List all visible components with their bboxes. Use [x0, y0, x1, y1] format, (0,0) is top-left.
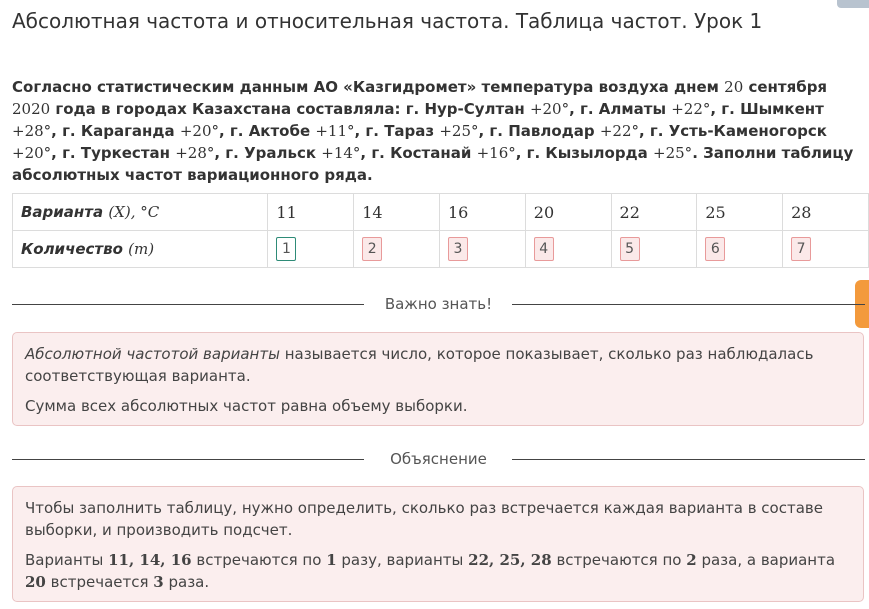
frequency-table: [12, 193, 869, 268]
problem-statement: Согласно статистическим данным АО «Казгидромет» температура воздуха днем 20 сентября 2020 года в городах Казахстана составляла: г. Нур-Султан +20°, г. Алматы +22°, г. Шымкент +28°, г. Караганда +20°, г. Актобе +11°, г. Тараз +25°, г. Павлодар +22°, г. Усть-Каменогорск +20°, г. Туркестан +28°, г. Уральск +14°, г. Костанай +16°, г. Кызылорда +25°. Заполни таблицу абсолютных частот вариационного ряда.: [12, 78, 854, 184]
count-cell: [611, 231, 697, 268]
variant-cell: 16: [439, 194, 525, 231]
variant-header: Варианта (X), °C: [13, 194, 268, 231]
answer-input-5[interactable]: 5: [620, 237, 640, 261]
sum-rule-text: Сумма всех абсолютных частот равна объему выборки.: [25, 397, 468, 415]
explanation-note: [12, 486, 864, 602]
answer-input-4[interactable]: 4: [534, 237, 554, 261]
count-cell: [354, 231, 440, 268]
answer-input-6[interactable]: 6: [705, 237, 725, 261]
count-header: Количество (m): [13, 231, 268, 268]
count-row: [13, 231, 869, 268]
important-divider: [12, 294, 865, 314]
count-cell: [439, 231, 525, 268]
explanation-line-2: Варианты 11, 14, 16 встречаются по 1 разу, варианты 22, 25, 28 встречаются по 2 раза, а варианта 20 встречается 3 раза.: [25, 551, 836, 591]
count-cell: [783, 231, 869, 268]
variant-cell: 25: [697, 194, 783, 231]
variant-cell: 22: [611, 194, 697, 231]
variant-row: [13, 194, 869, 231]
count-cell: [525, 231, 611, 268]
variant-cell: 20: [525, 194, 611, 231]
variant-cell: 14: [354, 194, 440, 231]
definition-term: Абсолютной частотой варианты: [25, 345, 280, 363]
explanation-line-1: Чтобы заполнить таблицу, нужно определить, сколько раз встречается каждая варианта в составе выборки, и производить подсчет.: [25, 499, 823, 539]
answer-input-7[interactable]: 7: [791, 237, 811, 261]
answer-input-1[interactable]: 1: [276, 237, 296, 261]
variant-cell: 11: [268, 194, 354, 231]
answer-input-3[interactable]: 3: [448, 237, 468, 261]
top-right-tab[interactable]: [837, 0, 869, 8]
count-cell: [697, 231, 783, 268]
explanation-heading: Объяснение: [390, 450, 487, 468]
important-heading: Важно знать!: [384, 295, 493, 313]
count-cell: [268, 231, 354, 268]
lesson-title: Абсолютная частота и относительная частота. Таблица частот. Урок 1: [12, 9, 763, 33]
definition-text: Абсолютной частотой варианты называется число, которое показывает, сколько раз наблюдалась соответствующая варианта.: [25, 345, 814, 385]
answer-input-2[interactable]: 2: [362, 237, 382, 261]
explanation-divider: [12, 449, 865, 469]
variant-cell: 28: [783, 194, 869, 231]
important-note: [12, 332, 864, 426]
